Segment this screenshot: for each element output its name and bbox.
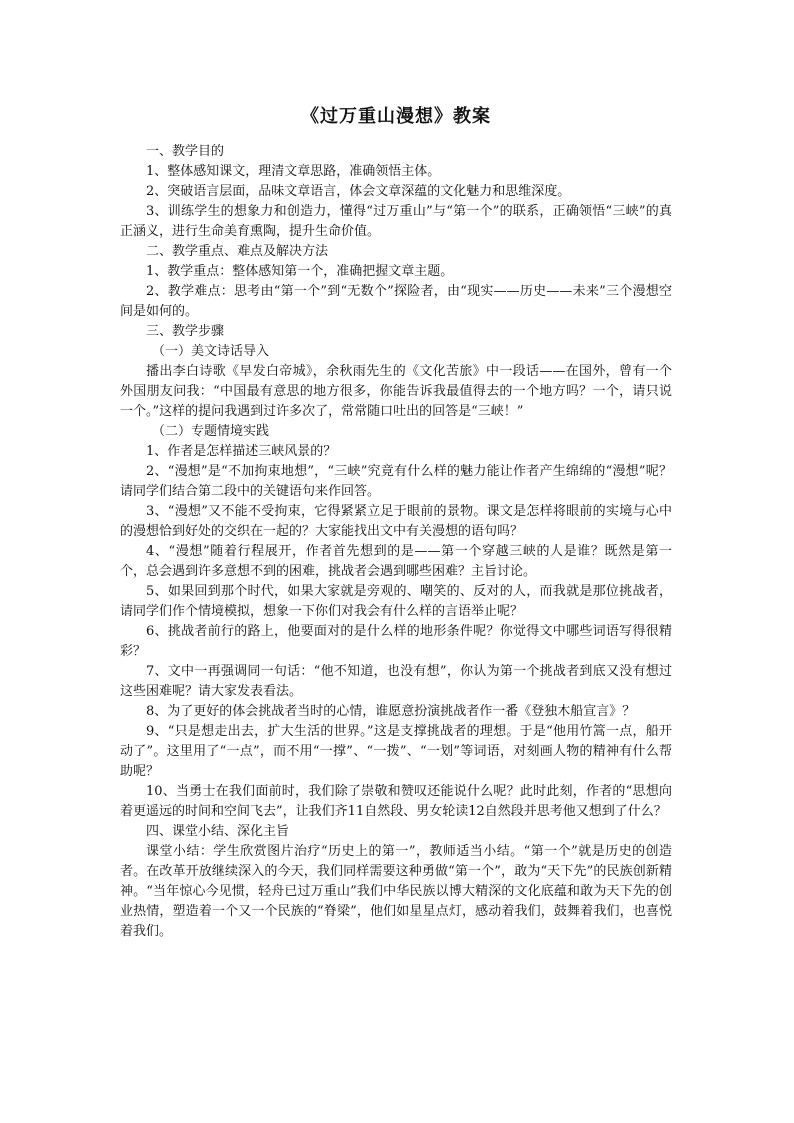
summary-paragraph: 课堂小结：学生欣赏图片治疗“历史上的第一”，教师适当小结。“第一个”就是历史的创造者。在改革开放继续深入的今天，我们同样需要这种勇做“第一个”，敢为“天下先”的民族创新精神。“当年惊心今见惯，轻舟已过万重山”我们中华民族以博大精深的文化底蕴和敢为天下先的创业热情，塑造着一个又一个民族的“脊梁”，他们如星星点灯，感动着我们，鼓舞着我们，也喜悦着我们。 — [120, 844, 672, 939]
intro-paragraph: 播出李白诗歌《早发白帝城》，余秋雨先生的《文化苦旅》中一段话——在国外，曾有一个外国朋友问我：“中国最有意思的地方很多，你能告诉我最值得去的一个地方吗？一个，请只说一个。”这样的提问我遇到过许多次了，常常随口吐出的回答是“三峡！” — [120, 364, 672, 419]
objective-1: 1、整体感知课文，理清文章思路，准确领悟主体。 — [146, 164, 441, 179]
difficult-point: 2、教学难点：思考由“第一个”到“无数个”探险者，由“现实——历史——未来”三个漫想空间是如何的。 — [120, 284, 672, 319]
objective-2: 2、突破语言层面，品味文章语言，体会文章深蕴的文化魅力和思维深度。 — [146, 184, 571, 199]
question-6: 6、挑战者前行的路上，他要面对的是什么样的地形条件呢？你觉得文中哪些词语写得很精彩？ — [120, 624, 672, 659]
question-1: 1、作者是怎样描述三峡风景的？ — [146, 444, 337, 459]
section-heading-summary: 四、课堂小结、深化主旨 — [146, 824, 290, 839]
step-heading-intro: （一）美文诗话导入 — [152, 344, 270, 359]
section-heading-key-points: 二、教学重点、难点及解决方法 — [146, 244, 329, 259]
section-heading-steps: 三、教学步骤 — [146, 324, 225, 339]
question-7: 7、文中一再强调同一句话：“他不知道，也没有想”，你认为第一个挑战者到底又没有想过这些困难呢？请大家发表看法。 — [120, 664, 672, 699]
question-10: 10、当勇士在我们面前时，我们除了崇敬和赞叹还能说什么呢？此时此刻，作者的“思想向着更遥远的时间和空间飞去”，让我们齐11自然段、男女轮读12自然段并思考他又想到了什么？ — [120, 784, 672, 819]
key-point: 1、教学重点：整体感知第一个，准确把握文章主题。 — [146, 264, 454, 279]
question-3: 3、“漫想”又不能不受拘束，它得紧紧立足于眼前的景物。课文是怎样将眼前的实境与心中的漫想恰到好处的交织在一起的？大家能找出文中有关漫想的语句吗？ — [120, 504, 672, 539]
question-2: 2、“漫想”是“不加拘束地想”，“三峡”究竟有什么样的魅力能让作者产生绵绵的“漫想”呢？请同学们结合第二段中的关键语句来作回答。 — [120, 464, 672, 499]
question-8: 8、为了更好的体会挑战者当时的心情，谁愿意扮演挑战者作一番《登独木船宣言》？ — [146, 704, 636, 719]
document-title: 《过万重山漫想》教案 — [301, 106, 491, 127]
question-9: 9、“只是想走出去，扩大生活的世界。”这是支撑挑战者的理想。于是“他用竹篙一点，船开动了”。这里用了“一点”，而不用“一撑”、“一拨”、“一划”等词语，对刻画人物的精神有什么帮助呢？ — [120, 724, 672, 779]
section-heading-objectives: 一、教学目的 — [146, 144, 225, 159]
question-5: 5、如果回到那个时代，如果大家就是旁观的、嘲笑的、反对的人，而我就是那位挑战者，请同学们作个情境模拟，想象一下你们对我会有什么样的言语举止呢？ — [120, 584, 672, 619]
objective-3: 3、训练学生的想象力和创造力，懂得“过万重山”与“第一个”的联系，正确领悟“三峡”的真正涵义，进行生命美育熏陶，提升生命价值。 — [120, 204, 672, 239]
step-heading-practice: （二）专题情境实践 — [152, 424, 270, 439]
lesson-plan-page — [120, 104, 672, 942]
question-4: 4、“漫想”随着行程展开，作者首先想到的是——第一个穿越三峡的人是谁？既然是第一个，总会遇到许多意想不到的困难，挑战者会遇到哪些困难？主旨讨论。 — [120, 544, 672, 579]
